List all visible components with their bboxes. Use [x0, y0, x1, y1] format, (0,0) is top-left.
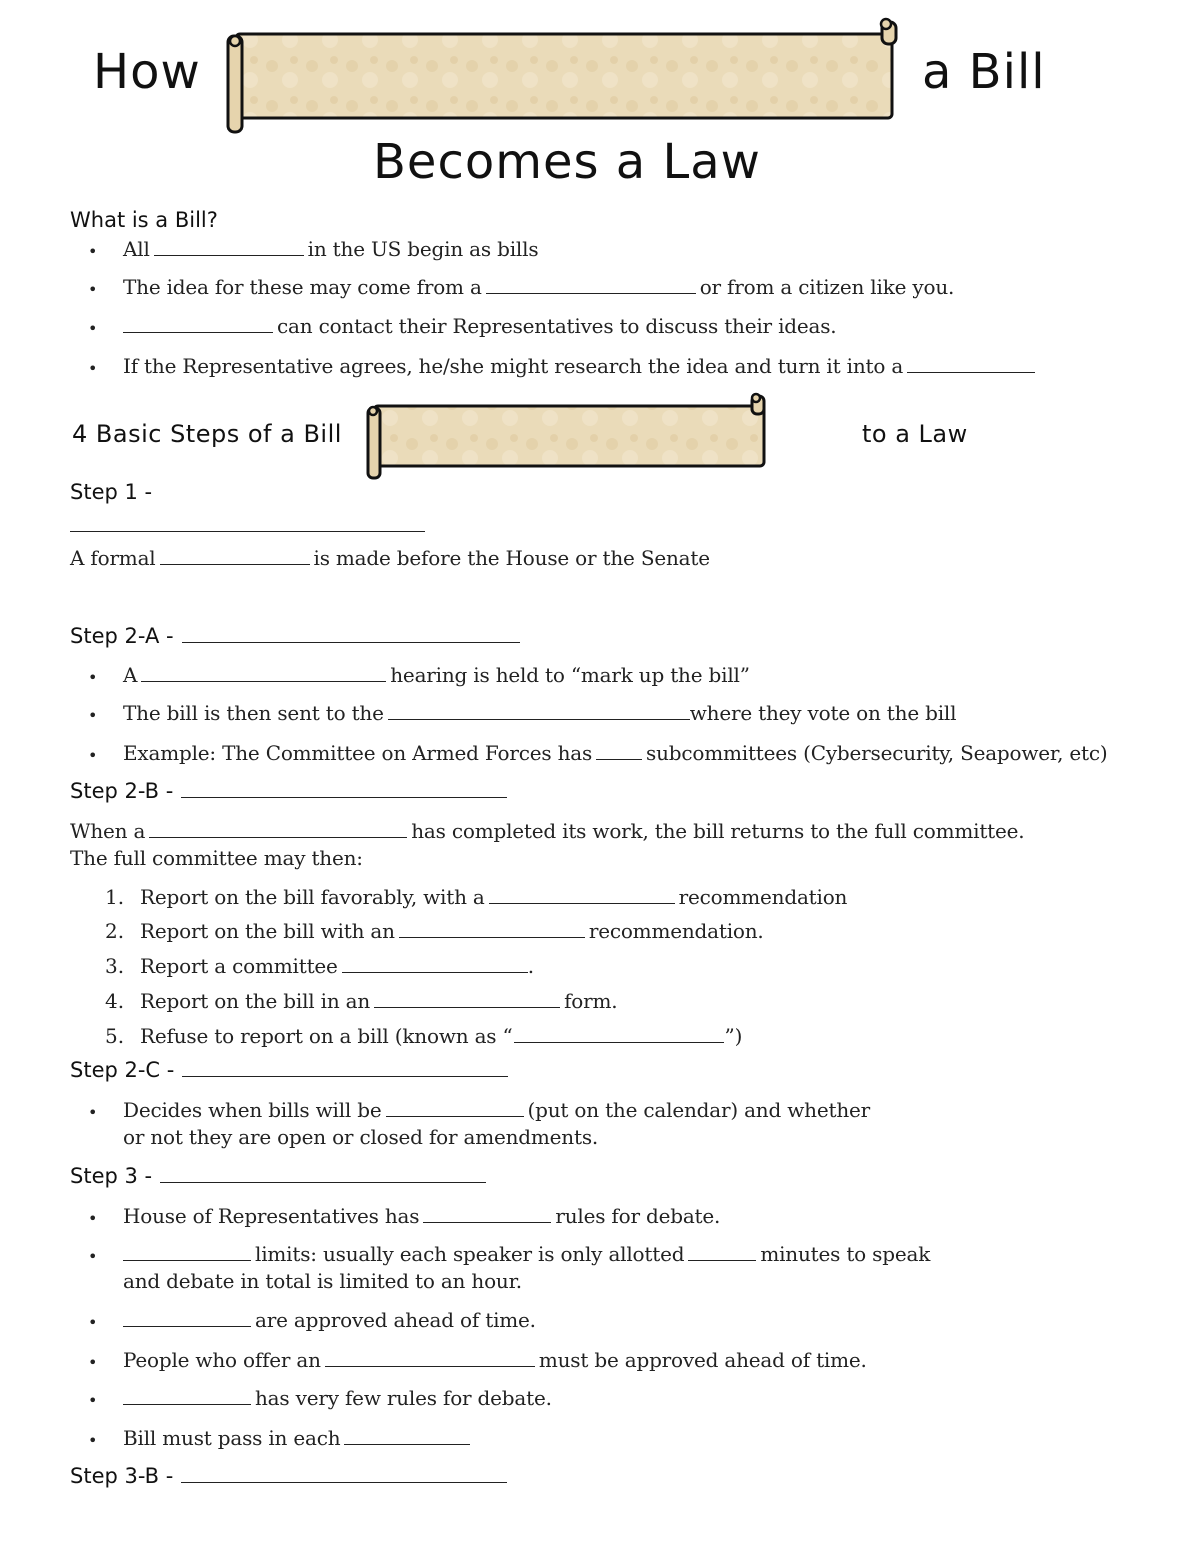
step3-heading: Step 3 -: [70, 1164, 490, 1188]
bullet-icon: •: [88, 746, 98, 765]
bullet-icon: •: [88, 668, 98, 687]
fill-in-blank[interactable]: [344, 1426, 470, 1445]
steps-heading-right: to a Law: [862, 420, 968, 448]
bullet-icon: •: [88, 706, 98, 725]
step2b-intro-line2: The full committee may then:: [70, 846, 363, 870]
bullet-icon: •: [88, 280, 98, 299]
step1-heading: Step 1 -: [70, 480, 153, 504]
fill-in-blank[interactable]: [388, 701, 690, 720]
step2b-title-blank[interactable]: [181, 779, 507, 798]
step2b-item-1: Report on the bill favorably, with a recommendation: [140, 885, 848, 909]
fill-in-blank[interactable]: [123, 1242, 251, 1261]
list-number: 4.: [105, 989, 125, 1013]
step3-bullet-6: Bill must pass in each: [123, 1426, 474, 1450]
what-is-bill-heading: What is a Bill?: [70, 208, 218, 232]
step3b-heading: Step 3-B -: [70, 1464, 511, 1488]
fill-in-blank[interactable]: [489, 885, 675, 904]
step2c-title-blank[interactable]: [182, 1058, 508, 1077]
steps-heading-left: 4 Basic Steps of a Bill: [72, 420, 342, 448]
step2b-item-3: Report a committee .: [140, 954, 534, 978]
step1-line: A formal is made before the House or the Senate: [70, 546, 710, 570]
step2a-bullet-3: Example: The Committee on Armed Forces has subcommittees (Cybersecurity, Seapower, etc): [123, 741, 1108, 765]
what-is-bullet-1: All in the US begin as bills: [123, 237, 539, 261]
fill-in-blank[interactable]: [141, 663, 386, 682]
fill-in-blank[interactable]: [342, 954, 528, 973]
step2a-heading: Step 2-A -: [70, 624, 524, 648]
title-word-how: How: [93, 44, 201, 100]
bullet-icon: •: [88, 1209, 98, 1228]
bullet-icon: •: [88, 1431, 98, 1450]
fill-in-blank[interactable]: [399, 919, 585, 938]
step3-bullet-4: People who offer an must be approved ahead of time.: [123, 1348, 867, 1372]
title-line2: Becomes a Law: [373, 134, 761, 190]
fill-in-blank[interactable]: [325, 1348, 535, 1367]
fill-in-blank[interactable]: [160, 546, 310, 565]
bullet-icon: •: [88, 1247, 98, 1266]
fill-in-blank[interactable]: [514, 1024, 724, 1043]
step3-bullet-2-line2: and debate in total is limited to an hour.: [123, 1269, 522, 1293]
step2b-item-5: Refuse to report on a bill (known as “ ”): [140, 1024, 743, 1048]
step3b-title-blank[interactable]: [181, 1464, 507, 1483]
step3-bullet-2: limits: usually each speaker is only allotted minutes to speak: [123, 1242, 930, 1266]
what-is-bullet-4: If the Representative agrees, he/she might research the idea and turn it into a: [123, 354, 1039, 378]
fill-in-blank[interactable]: [386, 1098, 524, 1117]
step2b-intro: When a has completed its work, the bill returns to the full committee.: [70, 819, 1025, 843]
fill-in-blank[interactable]: [123, 314, 273, 333]
step2c-bullet-line2: or not they are open or closed for amendments.: [123, 1125, 599, 1149]
fill-in-blank[interactable]: [907, 354, 1035, 373]
step2b-item-2: Report on the bill with an recommendation.: [140, 919, 764, 943]
step2a-bullet-1: A hearing is held to “mark up the bill”: [123, 663, 750, 687]
step2a-title-blank[interactable]: [182, 624, 520, 643]
list-number: 2.: [105, 919, 125, 943]
bullet-icon: •: [88, 1391, 98, 1410]
bullet-icon: •: [88, 359, 98, 378]
fill-in-blank[interactable]: [149, 819, 407, 838]
fill-in-blank[interactable]: [486, 275, 696, 294]
step2a-bullet-2: The bill is then sent to the where they vote on the bill: [123, 701, 957, 725]
list-number: 1.: [105, 885, 125, 909]
fill-in-blank[interactable]: [423, 1204, 551, 1223]
step3-bullet-5: has very few rules for debate.: [123, 1386, 552, 1410]
fill-in-blank[interactable]: [123, 1386, 251, 1405]
step3-title-blank[interactable]: [160, 1164, 486, 1183]
step2c-bullet: Decides when bills will be (put on the calendar) and whether: [123, 1098, 871, 1122]
list-number: 3.: [105, 954, 125, 978]
what-is-bullet-3: can contact their Representatives to discuss their ideas.: [123, 314, 836, 338]
step2c-heading: Step 2-C -: [70, 1058, 512, 1082]
fill-in-blank[interactable]: [123, 1308, 251, 1327]
list-number: 5.: [105, 1024, 125, 1048]
bullet-icon: •: [88, 1353, 98, 1372]
step3-bullet-3: are approved ahead of time.: [123, 1308, 536, 1332]
bullet-icon: •: [88, 1313, 98, 1332]
step2b-heading: Step 2-B -: [70, 779, 511, 803]
step2b-item-4: Report on the bill in an form.: [140, 989, 618, 1013]
bullet-icon: •: [88, 242, 98, 261]
what-is-bullet-2: The idea for these may come from a or from a citizen like you.: [123, 275, 955, 299]
step1-title-blank[interactable]: [70, 531, 425, 532]
title-word-a-bill: a Bill: [922, 44, 1046, 100]
scroll-banner-small-image: [362, 392, 772, 484]
fill-in-blank[interactable]: [154, 237, 304, 256]
fill-in-blank[interactable]: [596, 741, 642, 760]
bullet-icon: •: [88, 1103, 98, 1122]
step3-bullet-1: House of Representatives has rules for debate.: [123, 1204, 721, 1228]
bullet-icon: •: [88, 319, 98, 338]
scroll-banner-image: [222, 14, 902, 138]
fill-in-blank[interactable]: [374, 989, 560, 1008]
fill-in-blank[interactable]: [688, 1242, 756, 1261]
